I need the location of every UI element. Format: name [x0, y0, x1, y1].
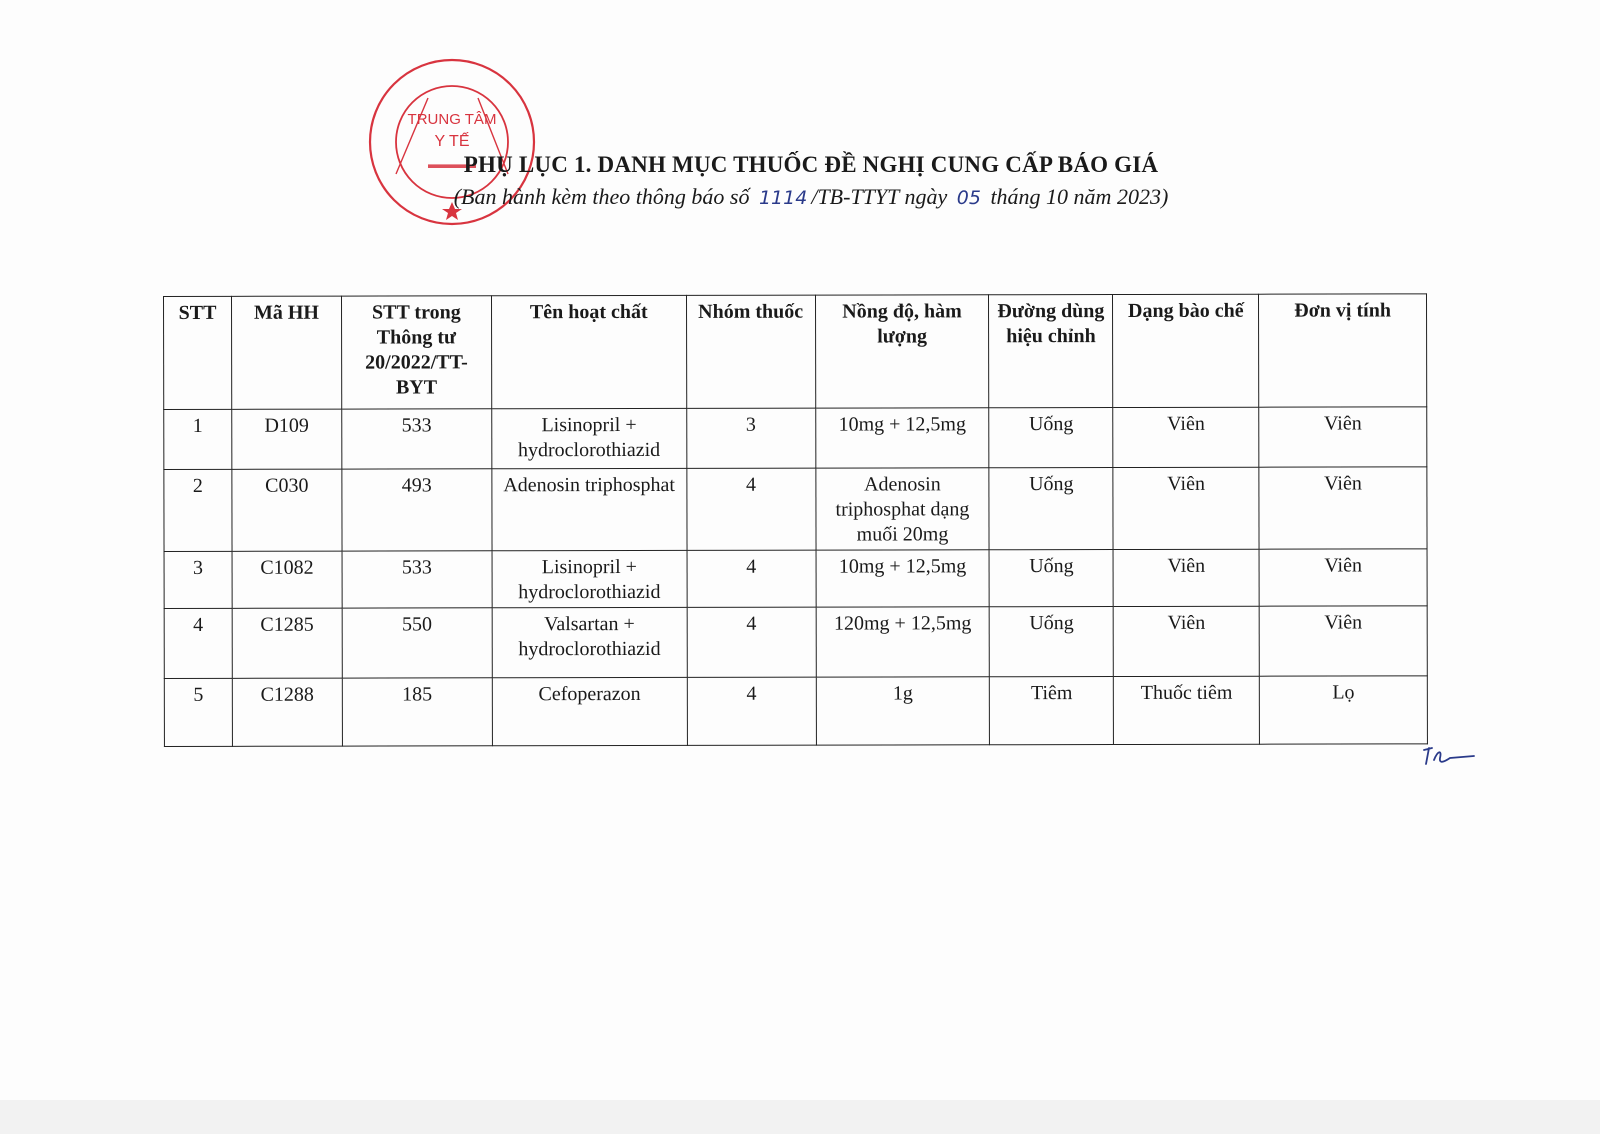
- cell-don-vi-tinh: Viên: [1259, 606, 1427, 676]
- cell-nhom-thuoc: 4: [687, 607, 816, 677]
- cell-ten-hoat-chat: Lisinopril + hydroclorothiazid: [492, 550, 687, 607]
- table-row: [164, 606, 1427, 679]
- cell-stt: 4: [164, 608, 232, 678]
- svg-text:▬▬▬▬: ▬▬▬▬: [428, 157, 476, 171]
- header-ma-hh: Mã HH: [231, 296, 341, 409]
- cell-nhom-thuoc: 4: [687, 550, 816, 607]
- cell-nhom-thuoc: 3: [686, 408, 815, 468]
- subtitle-suffix: tháng 10 năm 2023): [990, 184, 1169, 209]
- seal-text-line-1: TRUNG TÂM: [407, 111, 497, 128]
- page-subtitle: [0, 184, 1600, 210]
- cell-stt: 2: [164, 469, 232, 551]
- header-stt-thong-tu: STT trong Thông tư 20/2022/TT-BYT: [341, 296, 491, 409]
- cell-don-vi-tinh: Viên: [1259, 407, 1427, 467]
- cell-dang-bao-che: Thuốc tiêm: [1114, 676, 1260, 744]
- cell-duong-dung: Uống: [989, 468, 1113, 550]
- header-ten-hoat-chat: Tên hoạt chất: [491, 295, 686, 408]
- cell-don-vi-tinh: Viên: [1259, 549, 1427, 606]
- cell-stt-thong-tu: 533: [342, 409, 492, 469]
- header-don-vi-tinh: Đơn vị tính: [1259, 294, 1427, 407]
- cell-dang-bao-che: Viên: [1113, 549, 1259, 606]
- cell-nong-do: 120mg + 12,5mg: [816, 607, 990, 677]
- cell-nong-do: 1g: [816, 677, 990, 745]
- table-row: [164, 467, 1427, 552]
- handwritten-day: 05: [956, 187, 981, 209]
- cell-dang-bao-che: Viên: [1113, 407, 1259, 467]
- cell-ten-hoat-chat: Valsartan + hydroclorothiazid: [492, 607, 687, 677]
- header-stt: STT: [164, 296, 232, 409]
- table-row: [164, 407, 1427, 470]
- cell-stt: 1: [164, 409, 232, 469]
- cell-nhom-thuoc: 4: [687, 468, 816, 550]
- cell-duong-dung: Uống: [990, 607, 1114, 677]
- cell-ma-hh: C1285: [232, 608, 342, 678]
- page-title: PHỤ LỤC 1. DANH MỤC THUỐC ĐỀ NGHỊ CUNG CẤP BÁO GIÁ: [463, 152, 1159, 177]
- table-row: [164, 549, 1427, 609]
- cell-duong-dung: Uống: [989, 408, 1113, 468]
- cell-stt-thong-tu: 533: [342, 551, 492, 608]
- cell-nhom-thuoc: 4: [687, 677, 816, 745]
- seal-text-line-2: Y TẾ: [434, 133, 470, 150]
- cell-don-vi-tinh: Viên: [1259, 467, 1427, 549]
- table-row: [164, 676, 1427, 747]
- cell-ten-hoat-chat: Adenosin triphosphat: [492, 468, 687, 550]
- subtitle-prefix: (Ban hành kèm theo thông báo số: [453, 184, 750, 209]
- cell-stt: 3: [164, 551, 232, 608]
- handwritten-initials-signature: [1420, 740, 1476, 770]
- cell-ma-hh: C1288: [232, 678, 342, 746]
- cell-dang-bao-che: Viên: [1113, 606, 1259, 676]
- drug-list-table: [163, 293, 1428, 747]
- cell-stt-thong-tu: 493: [342, 469, 492, 551]
- cell-dang-bao-che: Viên: [1113, 467, 1259, 549]
- cell-duong-dung: Tiêm: [990, 677, 1114, 745]
- header-duong-dung: Đường dùng hiệu chỉnh: [989, 295, 1113, 408]
- cell-ma-hh: C1082: [232, 551, 342, 608]
- header-dang-bao-che: Dạng bào chế: [1113, 294, 1259, 407]
- cell-ten-hoat-chat: Cefoperazon: [492, 677, 687, 745]
- cell-nong-do: 10mg + 12,5mg: [815, 408, 989, 468]
- header-nhom-thuoc: Nhóm thuốc: [686, 295, 815, 408]
- subtitle-middle: /TB-TTYT ngày: [811, 184, 948, 209]
- cell-nong-do: Adenosin triphosphat dạng muối 20mg: [815, 468, 989, 550]
- cell-stt-thong-tu: 550: [342, 608, 492, 678]
- cell-ten-hoat-chat: Lisinopril + hydroclorothiazid: [492, 408, 687, 468]
- cell-stt-thong-tu: 185: [342, 678, 492, 746]
- cell-stt: 5: [164, 678, 232, 746]
- scan-bottom-edge: [0, 1100, 1600, 1134]
- cell-don-vi-tinh: Lọ: [1259, 676, 1427, 744]
- cell-duong-dung: Uống: [989, 550, 1113, 607]
- cell-ma-hh: D109: [232, 409, 342, 469]
- table-header-row: [164, 294, 1427, 410]
- header-nong-do: Nồng độ, hàm lượng: [815, 295, 989, 408]
- cell-ma-hh: C030: [232, 469, 342, 551]
- cell-nong-do: 10mg + 12,5mg: [816, 550, 990, 607]
- handwritten-notice-number: 1114: [758, 187, 808, 209]
